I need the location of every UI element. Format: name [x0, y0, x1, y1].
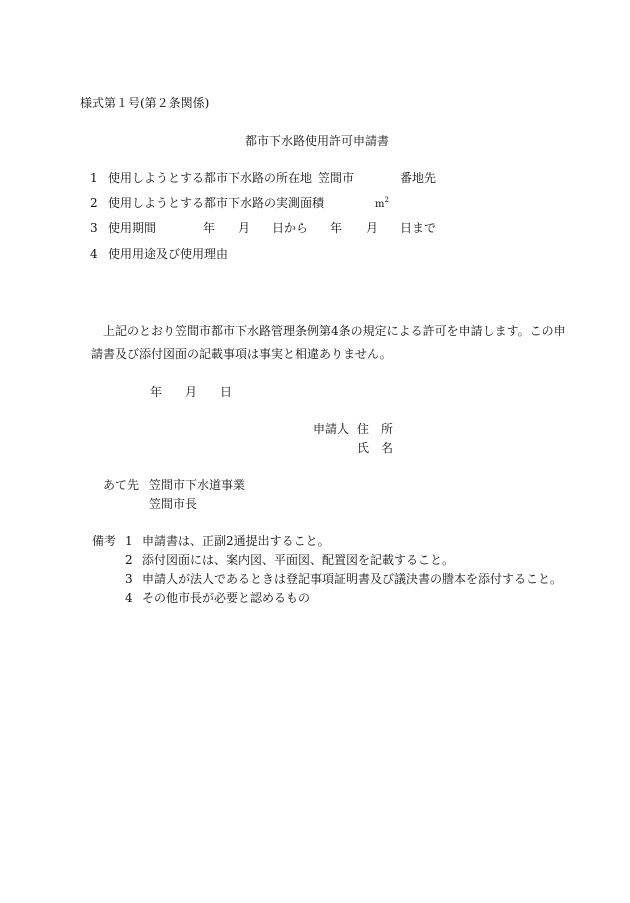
- item-2-number: 2: [90, 196, 98, 210]
- item-4-text: 使用用途及び使用理由: [108, 247, 229, 261]
- item-3-month: 月: [238, 221, 251, 235]
- item-1-suffix: 番地先: [400, 171, 437, 185]
- note-1-number: 1: [125, 534, 133, 548]
- item-3-day-from: 日から: [272, 221, 309, 235]
- item-3-year: 年: [203, 221, 216, 235]
- item-3-month2: 月: [366, 221, 379, 235]
- statement-line-1: 上記のとおり笠間市都市下水路管理条例第4条の規定による許可を申請します。この申: [103, 324, 566, 338]
- item-3-day-to: 日まで: [400, 221, 437, 235]
- applicant-name-label: 氏 名: [357, 441, 394, 455]
- item-1-text: 使用しようとする都市下水路の所在地: [108, 171, 313, 185]
- addressee-line-2: 笠間市長: [149, 497, 198, 511]
- item-2-text: 使用しようとする都市下水路の実測面積: [108, 196, 325, 210]
- item-1-city: 笠間市: [318, 171, 355, 185]
- note-2-text: 添付図面には、案内図、平面図、配置図を記載すること。: [142, 553, 455, 567]
- note-2-number: 2: [125, 553, 133, 567]
- form-title: 都市下水路使用許可申請書: [245, 134, 390, 148]
- notes-label: 備考: [92, 534, 117, 548]
- note-3-number: 3: [125, 572, 133, 586]
- applicant-address-label: 住 所: [357, 422, 394, 436]
- addressee-label: あて先: [103, 478, 140, 492]
- item-3-year2: 年: [330, 221, 343, 235]
- statement-line-2: 請書及び添付図面の記載事項は事実と相違ありません。: [91, 347, 392, 361]
- item-3-number: 3: [90, 221, 98, 235]
- date-year: 年: [150, 385, 163, 399]
- addressee-line-1: 笠間市下水道事業: [149, 478, 246, 492]
- item-1-number: 1: [90, 171, 98, 185]
- note-4-number: 4: [125, 591, 133, 605]
- item-4-number: 4: [90, 247, 98, 261]
- note-4-text: その他市長が必要と認めるもの: [142, 591, 311, 605]
- form-number-label: 様式第１号(第２条関係): [80, 96, 210, 110]
- note-3-text: 申請人が法人であるときは登記事項証明書及び議決書の謄本を添付すること。: [142, 572, 563, 586]
- date-month: 月: [185, 385, 198, 399]
- item-2-unit: $m^2$: [375, 196, 389, 210]
- item-3-text: 使用期間: [108, 221, 157, 235]
- note-1-text: 申請書は、正副2通提出すること。: [142, 534, 330, 548]
- date-day: 日: [220, 385, 233, 399]
- applicant-label: 申請人: [313, 422, 350, 436]
